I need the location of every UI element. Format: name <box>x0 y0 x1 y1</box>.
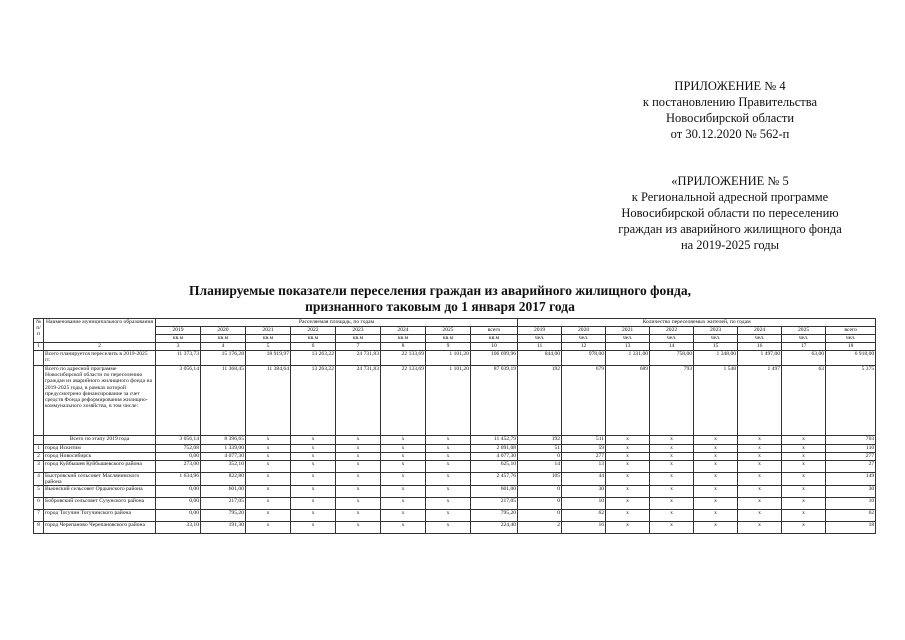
appendix-5-line4: граждан из аварийного жилищного фонда <box>618 222 842 236</box>
people-cell: x <box>650 445 694 453</box>
area-cell: x <box>246 473 291 486</box>
unit-area-header: кв.м <box>336 335 381 343</box>
column-number: 1 <box>34 343 44 351</box>
row-name: Всего планируется переселить в 2019-2025 гг. <box>44 351 156 366</box>
table-row <box>34 486 876 498</box>
table-row <box>34 436 876 445</box>
people-cell: 1 497 <box>738 366 782 436</box>
row-name: Бобровский сельсовет Сузунского района <box>44 498 156 510</box>
area-cell: x <box>426 445 471 453</box>
people-cell: 511 <box>562 436 606 445</box>
area-cell: x <box>291 473 336 486</box>
people-cell: x <box>606 436 650 445</box>
people-cell: x <box>738 436 782 445</box>
people-cell: 2 <box>518 522 562 534</box>
people-cell: 13 <box>562 461 606 473</box>
table-row <box>34 461 876 473</box>
year-header: 2019 <box>156 327 201 335</box>
area-cell: 11 452,79 <box>471 436 518 445</box>
people-cell: 1 331,00 <box>606 351 650 366</box>
people-cell: 27 <box>826 461 876 473</box>
area-cell: x <box>291 461 336 473</box>
year-header: 2024 <box>738 327 782 335</box>
row-number: 1 <box>34 445 44 453</box>
unit-area-header: кв.м <box>246 335 291 343</box>
area-cell: x <box>381 461 426 473</box>
unit-people-header: чел. <box>518 335 562 343</box>
unit-area-header: кв.м <box>156 335 201 343</box>
area-cell: 0,00 <box>156 453 201 461</box>
area-cell: x <box>426 473 471 486</box>
year-header: 2020 <box>201 327 246 335</box>
column-number: 3 <box>156 343 201 351</box>
unit-area-header: кв.м <box>201 335 246 343</box>
people-cell: 1 348,00 <box>694 351 738 366</box>
column-number: 10 <box>471 343 518 351</box>
row-number: 3 <box>34 461 44 473</box>
appendix-5-line2: к Региональной адресной программе <box>631 190 829 204</box>
people-cell: x <box>694 486 738 498</box>
row-name: Всего по этапу 2019 года <box>44 436 156 445</box>
people-cell: 679 <box>562 366 606 436</box>
row-name: город Черепаново Черепановского района <box>44 522 156 534</box>
area-cell: x <box>336 486 381 498</box>
table-row <box>34 366 876 436</box>
people-cell: x <box>650 436 694 445</box>
people-cell: x <box>694 453 738 461</box>
area-cell: x <box>381 473 426 486</box>
unit-area-header: кв.м <box>471 335 518 343</box>
area-cell: 8 396,65 <box>201 436 246 445</box>
people-cell: x <box>650 461 694 473</box>
area-cell: 352,10 <box>201 461 246 473</box>
col-name-header: Наименование муниципального образования <box>44 319 156 343</box>
people-cell: x <box>738 445 782 453</box>
people-cell: x <box>782 522 826 534</box>
title-line2: признанного таковым до 1 января 2017 года <box>305 299 575 314</box>
appendix-4-header <box>600 78 860 142</box>
people-cell: x <box>606 461 650 473</box>
year-header: 2024 <box>381 327 426 335</box>
area-cell: x <box>426 453 471 461</box>
column-number: 2 <box>44 343 156 351</box>
area-cell: 87 039,19 <box>471 366 518 436</box>
table-row <box>34 445 876 453</box>
area-cell: 24 731,83 <box>336 366 381 436</box>
people-cell: x <box>606 473 650 486</box>
area-cell: 4 077,30 <box>471 453 518 461</box>
people-cell: x <box>606 486 650 498</box>
area-cell: 11 373,73 <box>156 351 201 366</box>
people-cell: 62 <box>562 510 606 522</box>
area-cell: 24 731,83 <box>336 351 381 366</box>
people-cell: 16 <box>562 522 606 534</box>
people-cell: 703 <box>826 436 876 445</box>
area-cell: 33,10 <box>156 522 201 534</box>
year-header: 2023 <box>694 327 738 335</box>
area-cell: 22 133,69 <box>381 351 426 366</box>
column-number: 14 <box>650 343 694 351</box>
column-number: 13 <box>606 343 650 351</box>
row-number <box>34 366 44 436</box>
area-cell: 217,05 <box>471 498 518 510</box>
people-cell: x <box>650 510 694 522</box>
appendix-4-line1: ПРИЛОЖЕНИЕ № 4 <box>674 79 786 93</box>
area-cell: 3 056,14 <box>156 366 201 436</box>
area-cell: 11 368,45 <box>201 366 246 436</box>
area-cell: x <box>381 510 426 522</box>
column-number: 18 <box>826 343 876 351</box>
area-cell: 2 091,08 <box>471 445 518 453</box>
column-number: 15 <box>694 343 738 351</box>
people-cell: x <box>694 522 738 534</box>
area-cell: x <box>336 436 381 445</box>
area-cell: x <box>291 498 336 510</box>
unit-people-header: чел. <box>694 335 738 343</box>
appendix-4-line2: к постановлению Правительства <box>642 95 818 109</box>
header-row-column-numbers <box>34 343 876 351</box>
appendix-4-line4: от 30.12.2020 № 562-п <box>670 127 790 141</box>
area-cell: x <box>381 445 426 453</box>
area-cell: 11 384,64 <box>246 366 291 436</box>
people-cell: x <box>606 522 650 534</box>
year-header: 2019 <box>518 327 562 335</box>
area-cell: x <box>291 436 336 445</box>
people-cell: x <box>606 510 650 522</box>
people-cell: 30 <box>562 486 606 498</box>
area-cell: 3 056,14 <box>156 436 201 445</box>
area-cell: 0,00 <box>156 498 201 510</box>
people-cell: 5 375 <box>826 366 876 436</box>
unit-people-header: чел. <box>606 335 650 343</box>
people-cell: 0 <box>518 453 562 461</box>
people-cell: 0 <box>518 498 562 510</box>
area-cell: 0,00 <box>156 486 201 498</box>
row-name: город Искитим <box>44 445 156 453</box>
people-cell: x <box>738 498 782 510</box>
area-cell: x <box>291 510 336 522</box>
header-row-groups <box>34 319 876 327</box>
people-cell: x <box>650 453 694 461</box>
row-number <box>34 351 44 366</box>
area-cell: x <box>246 510 291 522</box>
people-cell: x <box>650 473 694 486</box>
year-header: 2020 <box>562 327 606 335</box>
people-cell: 0 <box>518 510 562 522</box>
people-cell: x <box>606 498 650 510</box>
people-cell: x <box>782 445 826 453</box>
year-header: всего <box>471 327 518 335</box>
area-cell: 822,80 <box>201 473 246 486</box>
area-cell: x <box>291 453 336 461</box>
area-cell: 601,00 <box>471 486 518 498</box>
area-cell: x <box>381 522 426 534</box>
column-number: 4 <box>201 343 246 351</box>
people-cell: 277 <box>562 453 606 461</box>
area-group-header: Расселяемая площадь, по годам <box>156 319 518 327</box>
area-cell: x <box>246 445 291 453</box>
area-cell: x <box>426 486 471 498</box>
unit-area-header: кв.м <box>426 335 471 343</box>
people-cell: x <box>606 453 650 461</box>
table-row <box>34 453 876 461</box>
area-cell: x <box>336 453 381 461</box>
people-group-header: Количество переселяемых жителей, по годам <box>518 319 876 327</box>
people-cell: x <box>738 522 782 534</box>
people-cell: 793 <box>650 366 694 436</box>
appendix-5-header <box>590 173 870 253</box>
people-cell: 10 <box>562 498 606 510</box>
people-cell: x <box>694 445 738 453</box>
people-cell: 10 <box>826 498 876 510</box>
title-line1: Планируемые показатели переселения граждан из аварийного жилищного фонда, <box>189 283 691 298</box>
document-title <box>140 283 740 315</box>
year-header: 2022 <box>650 327 694 335</box>
area-cell: x <box>336 498 381 510</box>
row-name: город Тогучин Тогучинского района <box>44 510 156 522</box>
area-cell: x <box>246 522 291 534</box>
year-header: 2021 <box>246 327 291 335</box>
area-cell: 15 176,28 <box>201 351 246 366</box>
area-cell: 22 133,69 <box>381 366 426 436</box>
people-cell: 18 <box>826 522 876 534</box>
people-cell: 978,00 <box>562 351 606 366</box>
people-cell: 6 918,00 <box>826 351 876 366</box>
people-cell: 63 <box>782 366 826 436</box>
people-cell: x <box>606 445 650 453</box>
area-cell: 273,00 <box>156 461 201 473</box>
appendix-4-line3: Новосибирской области <box>665 111 795 125</box>
header-row-years <box>34 327 876 335</box>
area-cell: 1 339,00 <box>201 445 246 453</box>
area-cell: x <box>246 486 291 498</box>
area-cell: x <box>336 473 381 486</box>
area-cell: 106 699,96 <box>471 351 518 366</box>
area-cell: x <box>381 486 426 498</box>
people-cell: x <box>738 510 782 522</box>
people-cell: x <box>782 436 826 445</box>
people-cell: x <box>694 461 738 473</box>
area-cell: x <box>246 498 291 510</box>
year-header: 2021 <box>606 327 650 335</box>
people-cell: x <box>738 461 782 473</box>
people-cell: 105 <box>518 473 562 486</box>
people-cell: x <box>782 461 826 473</box>
people-cell: x <box>694 498 738 510</box>
unit-area-header: кв.м <box>291 335 336 343</box>
row-name: Быстровский сельсовет Маслянинского района <box>44 473 156 486</box>
column-number: 5 <box>246 343 291 351</box>
people-cell: x <box>694 436 738 445</box>
resettlement-table <box>33 318 876 534</box>
people-cell: 44 <box>562 473 606 486</box>
area-cell: 625,10 <box>471 461 518 473</box>
people-cell: 30 <box>826 486 876 498</box>
year-header: 2025 <box>782 327 826 335</box>
resettlement-table-container <box>33 318 875 534</box>
table-row <box>34 510 876 522</box>
row-name: город Куйбышев Куйбышевского района <box>44 461 156 473</box>
year-header: 2022 <box>291 327 336 335</box>
area-cell: 13 263,22 <box>291 351 336 366</box>
people-cell: x <box>782 486 826 498</box>
row-number: 7 <box>34 510 44 522</box>
people-cell: 63,00 <box>782 351 826 366</box>
row-name: Вьюнский сельсовет Ордынского района <box>44 486 156 498</box>
people-cell: x <box>782 473 826 486</box>
people-cell: 277 <box>826 453 876 461</box>
area-cell: 1 634,96 <box>156 473 201 486</box>
area-cell: 191,30 <box>201 522 246 534</box>
area-cell: x <box>426 510 471 522</box>
row-number: 6 <box>34 498 44 510</box>
unit-people-header: чел. <box>650 335 694 343</box>
unit-people-header: чел. <box>782 335 826 343</box>
people-cell: x <box>650 498 694 510</box>
table-row <box>34 351 876 366</box>
table-row <box>34 473 876 486</box>
unit-people-header: чел. <box>738 335 782 343</box>
column-number: 12 <box>562 343 606 351</box>
area-cell: 13 263,22 <box>291 366 336 436</box>
people-cell: x <box>738 453 782 461</box>
row-name: город Новосибирск <box>44 453 156 461</box>
people-cell: 149 <box>826 473 876 486</box>
area-cell: x <box>291 486 336 498</box>
column-number: 17 <box>782 343 826 351</box>
table-row <box>34 498 876 510</box>
area-cell: x <box>336 461 381 473</box>
column-number: 16 <box>738 343 782 351</box>
people-cell: 758,00 <box>650 351 694 366</box>
people-cell: 192 <box>518 436 562 445</box>
area-cell: x <box>426 498 471 510</box>
column-number: 9 <box>426 343 471 351</box>
year-header: 2023 <box>336 327 381 335</box>
column-number: 6 <box>291 343 336 351</box>
unit-people-header: чел. <box>826 335 876 343</box>
people-cell: 192 <box>518 366 562 436</box>
people-cell: x <box>782 498 826 510</box>
appendix-5-line5: на 2019-2025 годы <box>680 238 780 252</box>
area-cell: x <box>381 453 426 461</box>
people-cell: 689 <box>606 366 650 436</box>
area-cell: 752,08 <box>156 445 201 453</box>
people-cell: 110 <box>826 445 876 453</box>
area-cell: x <box>246 461 291 473</box>
people-cell: x <box>782 510 826 522</box>
area-cell: x <box>336 445 381 453</box>
area-cell: 1 101,20 <box>426 366 471 436</box>
people-cell: 0 <box>518 486 562 498</box>
area-cell: x <box>336 522 381 534</box>
header-row-units <box>34 335 876 343</box>
area-cell: x <box>426 436 471 445</box>
col-number-header: № п/п <box>34 319 44 343</box>
area-cell: 795,20 <box>201 510 246 522</box>
people-cell: 62 <box>826 510 876 522</box>
people-cell: 1 497,00 <box>738 351 782 366</box>
people-cell: x <box>738 486 782 498</box>
area-cell: 2 457,76 <box>471 473 518 486</box>
people-cell: 51 <box>518 445 562 453</box>
area-cell: x <box>381 498 426 510</box>
row-number: 2 <box>34 453 44 461</box>
area-cell: 0,00 <box>156 510 201 522</box>
area-cell: x <box>426 461 471 473</box>
people-cell: x <box>650 486 694 498</box>
area-cell: 1 101,20 <box>426 351 471 366</box>
area-cell: x <box>426 522 471 534</box>
row-number: 5 <box>34 486 44 498</box>
people-cell: x <box>694 510 738 522</box>
area-cell: 224,40 <box>471 522 518 534</box>
area-cell: x <box>291 445 336 453</box>
area-cell: 217,05 <box>201 498 246 510</box>
people-cell: 59 <box>562 445 606 453</box>
area-cell: x <box>291 522 336 534</box>
row-number <box>34 436 44 445</box>
people-cell: 14 <box>518 461 562 473</box>
area-cell: x <box>381 436 426 445</box>
appendix-5-line3: Новосибирской области по переселению <box>621 206 839 220</box>
year-header: 2025 <box>426 327 471 335</box>
column-number: 8 <box>381 343 426 351</box>
unit-people-header: чел. <box>562 335 606 343</box>
people-cell: x <box>782 453 826 461</box>
area-cell: 4 077,30 <box>201 453 246 461</box>
row-number: 4 <box>34 473 44 486</box>
area-cell: 18 919,97 <box>246 351 291 366</box>
people-cell: 844,00 <box>518 351 562 366</box>
table-row <box>34 522 876 534</box>
area-cell: 601,00 <box>201 486 246 498</box>
unit-area-header: кв.м <box>381 335 426 343</box>
year-header: всего <box>826 327 876 335</box>
area-cell: x <box>246 436 291 445</box>
area-cell: x <box>336 510 381 522</box>
people-cell: x <box>738 473 782 486</box>
people-cell: x <box>650 522 694 534</box>
area-cell: 795,20 <box>471 510 518 522</box>
column-number: 7 <box>336 343 381 351</box>
row-name: Всего по адресной программе Новосибирской области по переселению граждан из аварийного жилищного фонда на 2019-2025 годы, в рамках которой предусмотрено финансирование за счет средств Фонда реформирования жилищно-коммунального хозяйства, в том числе: <box>44 366 156 436</box>
people-cell: 1 548 <box>694 366 738 436</box>
row-number: 8 <box>34 522 44 534</box>
people-cell: x <box>694 473 738 486</box>
column-number: 11 <box>518 343 562 351</box>
appendix-5-line1: «ПРИЛОЖЕНИЕ № 5 <box>671 174 789 188</box>
area-cell: x <box>246 453 291 461</box>
